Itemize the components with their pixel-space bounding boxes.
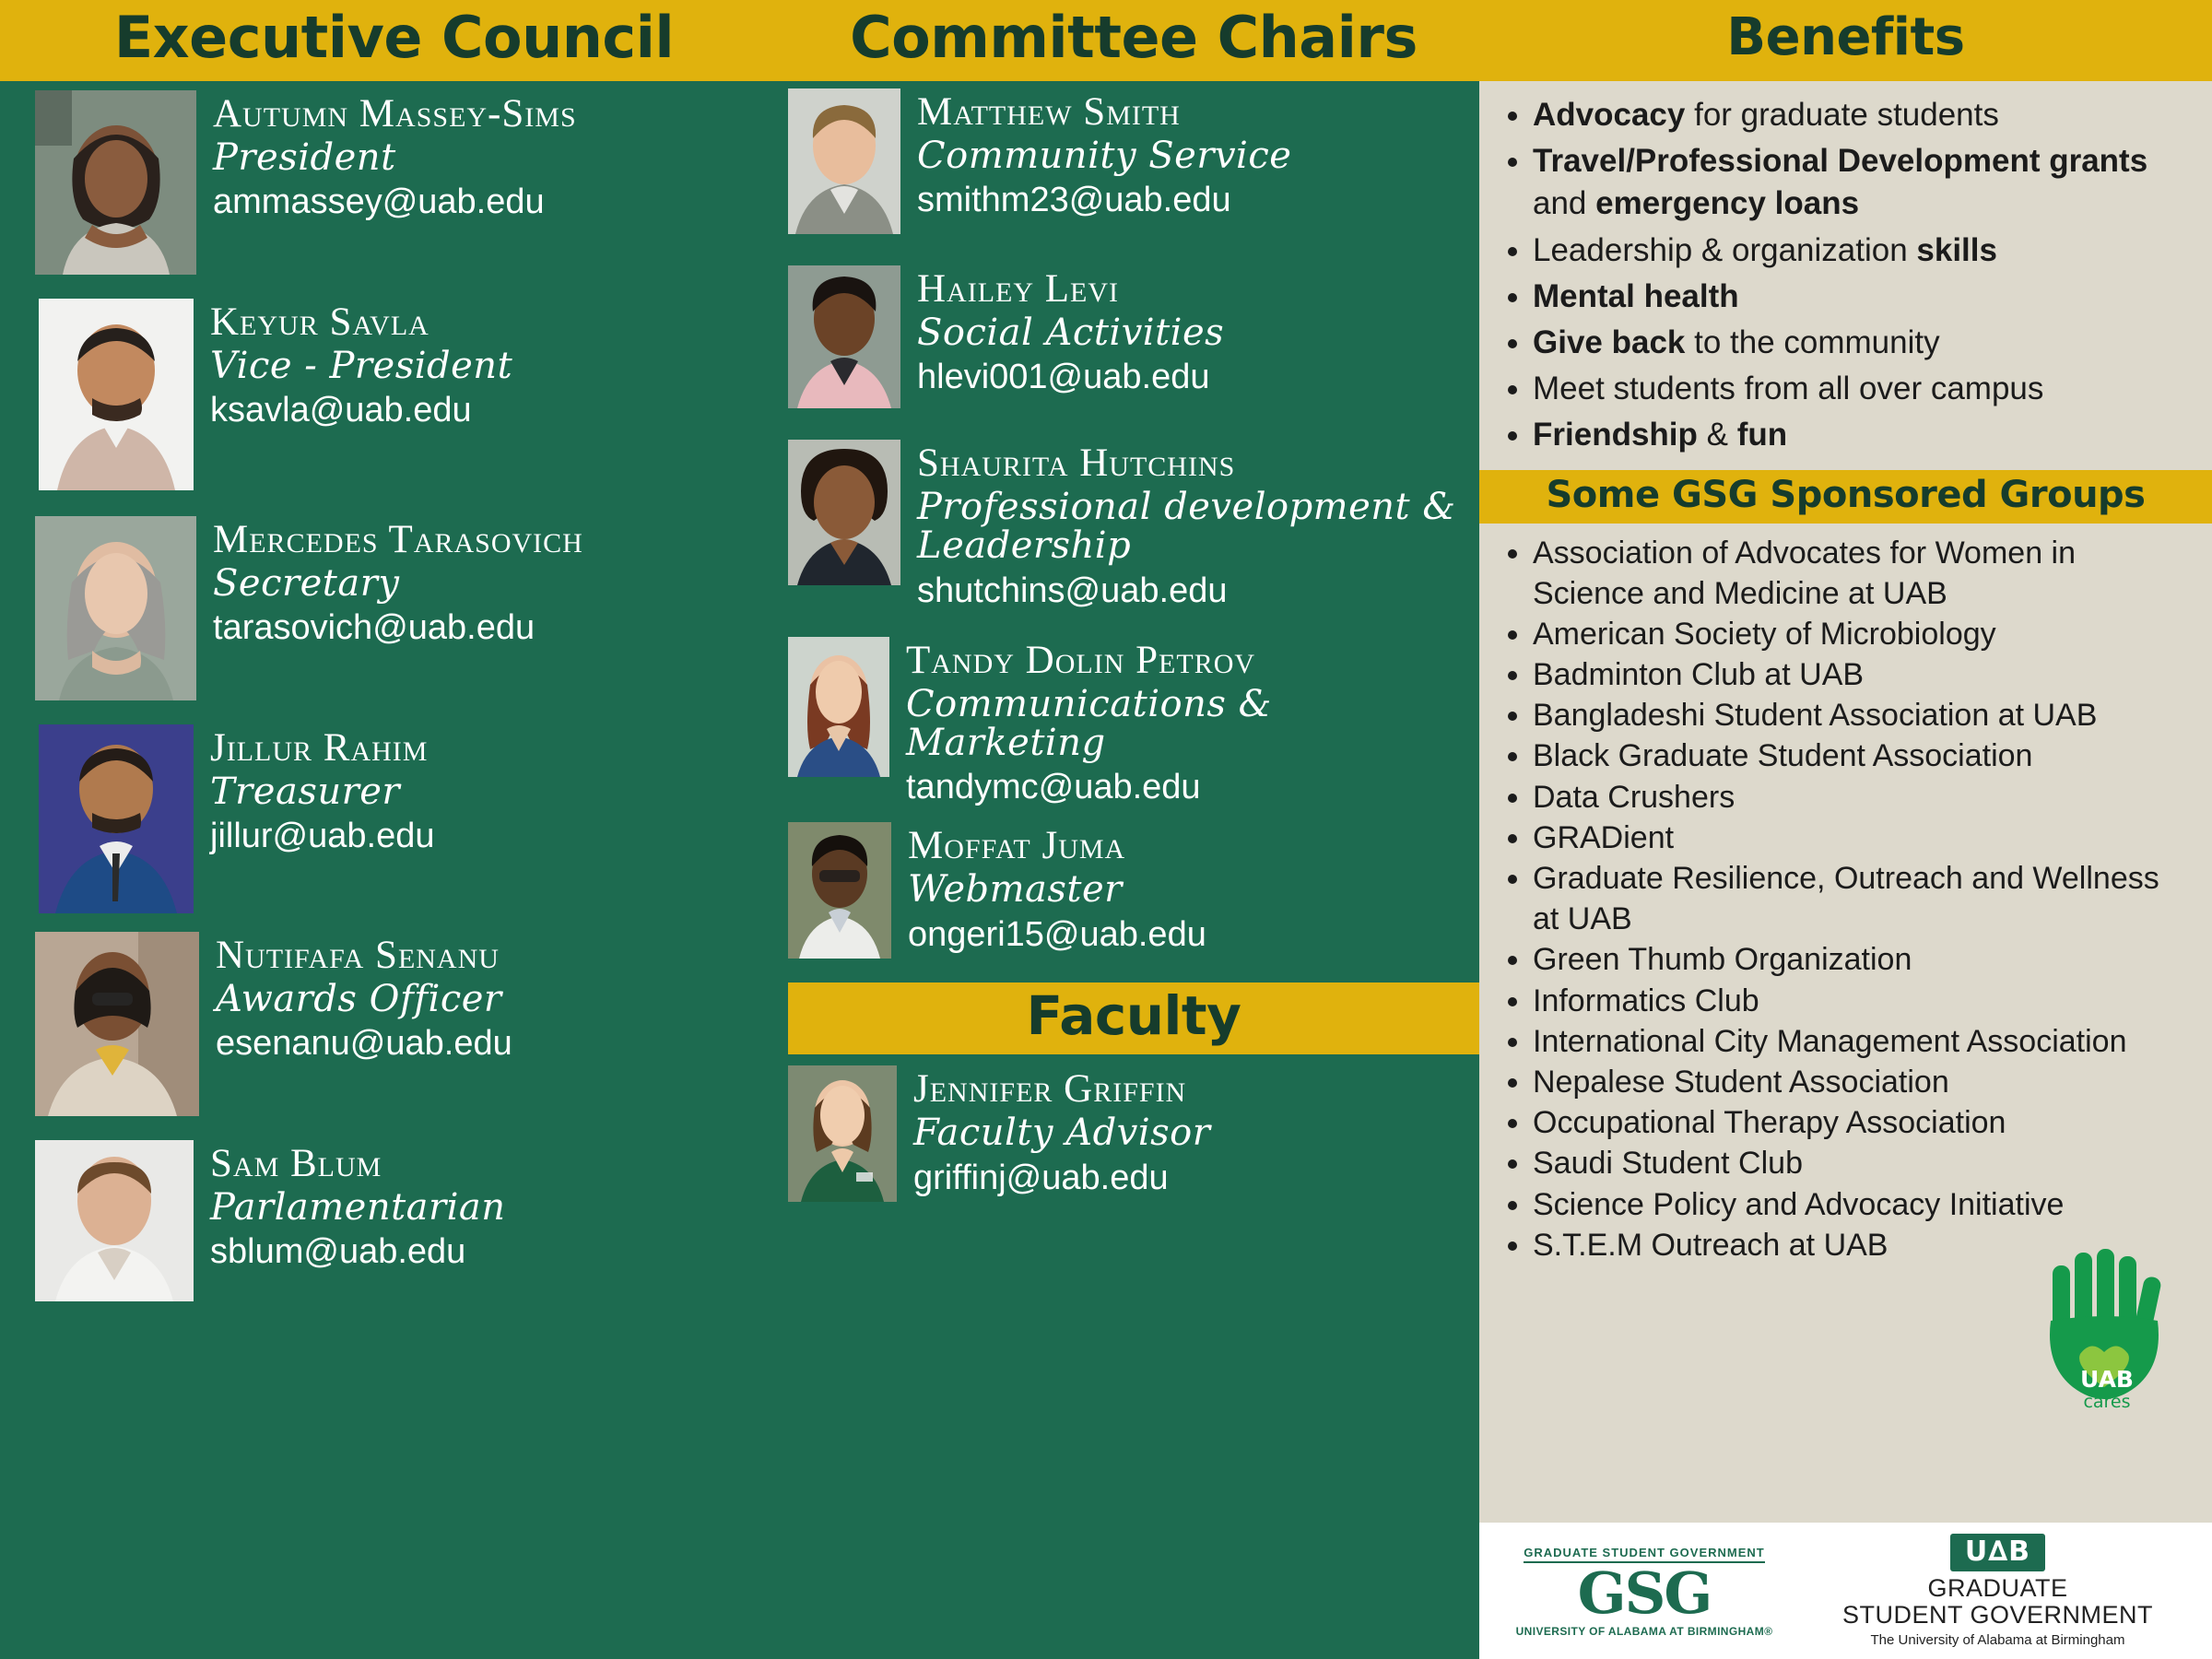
person-name: Jillur Rahim xyxy=(210,726,429,770)
list-item xyxy=(788,1065,1479,1202)
benefit-item: • Friendship & fun xyxy=(1533,414,2192,456)
person-email[interactable]: jillur@uab.edu xyxy=(210,817,435,856)
person-role: Awards Officer xyxy=(216,977,502,1020)
person-role: Community Service xyxy=(917,134,1292,177)
person-name: Nutifafa Senanu xyxy=(216,934,500,977)
sponsored-groups-header: Some GSG Sponsored Groups xyxy=(1479,470,2212,524)
person-role: Communications & Marketing xyxy=(906,682,1272,764)
person-name: Sam Blum xyxy=(210,1142,382,1185)
person-role: Social Activities xyxy=(917,311,1225,354)
avatar xyxy=(35,90,196,275)
group-item: • International City Management Association xyxy=(1533,1021,2192,1062)
avatar xyxy=(788,1065,897,1202)
group-item: • Badminton Club at UAB xyxy=(1533,654,2192,695)
list-item xyxy=(0,932,788,1116)
person-info xyxy=(900,265,1224,397)
list-item xyxy=(0,1140,788,1301)
executive-council-list xyxy=(0,90,788,1301)
person-info xyxy=(199,932,512,1064)
person-name: Tandy Dolin Petrov xyxy=(906,638,1256,682)
person-name: Jennifer Griffin xyxy=(913,1067,1187,1112)
person-email[interactable]: hlevi001@uab.edu xyxy=(917,358,1210,397)
footer-logos xyxy=(1479,1523,2212,1659)
avatar xyxy=(788,822,891,959)
person-name: Mercedes Tarasovich xyxy=(213,518,583,561)
group-item: • Saudi Student Club xyxy=(1533,1143,2192,1183)
benefit-item: • Leadership & organization skills xyxy=(1533,229,2192,272)
list-item xyxy=(788,265,1479,408)
person-role: Treasurer xyxy=(210,770,401,813)
svg-text:cares: cares xyxy=(2083,1392,2131,1412)
person-email[interactable]: shutchins@uab.edu xyxy=(917,571,1228,610)
person-name: Moffat Juma xyxy=(908,824,1126,868)
person-info xyxy=(194,299,512,430)
avatar xyxy=(788,265,900,408)
benefits-header: Benefits xyxy=(1479,0,2212,81)
group-item: • S.T.E.M Outreach at UAB xyxy=(1533,1225,2192,1265)
person-role: President xyxy=(213,135,396,179)
list-item xyxy=(788,822,1479,959)
gsg-logo-bottom-text: UNIVERSITY OF ALABAMA AT BIRMINGHAM® xyxy=(1515,1624,1773,1638)
person-role: Faculty Advisor xyxy=(913,1112,1211,1155)
person-info xyxy=(897,1065,1210,1197)
person-email[interactable]: ksavla@uab.edu xyxy=(210,391,472,430)
list-item xyxy=(788,440,1479,611)
person-email[interactable]: smithm23@uab.edu xyxy=(917,181,1231,220)
uab-logo-line1: GRADUATE STUDENT GOVERNMENT xyxy=(1841,1573,2154,1629)
benefits-list xyxy=(1479,81,2212,470)
person-name: Autumn Massey-Sims xyxy=(213,92,577,135)
avatar xyxy=(35,932,199,1116)
group-item: • Graduate Resilience, Outreach and Wellness at UAB xyxy=(1533,858,2192,939)
person-name: Keyur Savla xyxy=(210,300,429,344)
person-email[interactable]: ongeri15@uab.edu xyxy=(908,914,1206,954)
uab-logo-line2: The University of Alabama at Birmingham xyxy=(1870,1632,2125,1649)
person-info xyxy=(196,516,583,648)
person-email[interactable]: ammassey@uab.edu xyxy=(213,182,545,222)
committee-chairs-list xyxy=(788,88,1479,959)
list-item xyxy=(0,90,788,275)
group-item: • Nepalese Student Association xyxy=(1533,1062,2192,1102)
person-role: Parlamentarian xyxy=(210,1185,506,1229)
faculty-header: Faculty xyxy=(788,982,1479,1054)
group-item: • Bangladeshi Student Association at UAB xyxy=(1533,695,2192,735)
group-item: • Occupational Therapy Association xyxy=(1533,1102,2192,1143)
list-item xyxy=(788,637,1479,808)
list-item xyxy=(0,299,788,490)
person-info xyxy=(194,724,435,856)
person-info xyxy=(900,88,1291,220)
uab-logo xyxy=(1783,1534,2212,1648)
benefits-column xyxy=(1479,0,2212,1659)
gsg-logo-wordmark: GSG xyxy=(1577,1559,1712,1627)
executive-council-header: Executive Council xyxy=(0,0,788,81)
executive-council-column xyxy=(0,0,788,1659)
person-role: Webmaster xyxy=(908,868,1123,912)
gsg-logo-top-text: GRADUATE STUDENT GOVERNMENT xyxy=(1524,1546,1764,1563)
list-item xyxy=(788,88,1479,234)
committee-chairs-column xyxy=(788,0,1479,1659)
group-item: • Informatics Club xyxy=(1533,981,2192,1021)
person-email[interactable]: esenanu@uab.edu xyxy=(216,1024,512,1064)
group-item: • Association of Advocates for Women in Science and Medicine at UAB xyxy=(1533,533,2192,614)
uab-wordmark: U∆B xyxy=(1950,1534,2045,1571)
svg-text:UAB: UAB xyxy=(2080,1366,2134,1393)
benefit-item: • Travel/Professional Development grants and emergency loans xyxy=(1533,140,2192,225)
benefit-item: • Meet students from all over campus xyxy=(1533,368,2192,410)
avatar xyxy=(39,724,194,913)
committee-chairs-header: Committee Chairs xyxy=(788,0,1479,81)
avatar xyxy=(35,1140,194,1301)
person-name: Hailey Levi xyxy=(917,267,1120,311)
person-email[interactable]: tarasovich@uab.edu xyxy=(213,608,535,648)
uab-cares-logo xyxy=(2027,1249,2188,1419)
person-role: Professional development & Leadership xyxy=(917,485,1456,568)
person-role: Secretary xyxy=(213,561,400,605)
person-email[interactable]: sblum@uab.edu xyxy=(210,1232,466,1272)
benefit-item: • Mental health xyxy=(1533,276,2192,318)
person-info xyxy=(891,822,1206,954)
group-item: • Green Thumb Organization xyxy=(1533,939,2192,980)
group-item: • Black Graduate Student Association xyxy=(1533,735,2192,776)
group-item: • Data Crushers xyxy=(1533,777,2192,818)
person-info xyxy=(900,440,1479,611)
avatar xyxy=(39,299,194,490)
person-email[interactable]: tandymc@uab.edu xyxy=(906,768,1201,807)
avatar xyxy=(788,440,900,585)
avatar xyxy=(788,88,900,234)
person-role: Vice - President xyxy=(210,344,513,387)
avatar xyxy=(788,637,889,777)
avatar xyxy=(35,516,196,700)
group-item: • American Society of Microbiology xyxy=(1533,614,2192,654)
person-info xyxy=(196,90,577,222)
list-item xyxy=(0,516,788,700)
benefit-item: • Advocacy for graduate students xyxy=(1533,94,2192,136)
sponsored-groups-list xyxy=(1479,524,2212,1265)
list-item xyxy=(0,724,788,913)
person-info xyxy=(194,1140,506,1272)
person-email[interactable]: griffinj@uab.edu xyxy=(913,1158,1169,1197)
group-item: • Science Policy and Advocacy Initiative xyxy=(1533,1184,2192,1225)
benefit-item: • Give back to the community xyxy=(1533,322,2192,364)
faculty-list xyxy=(788,1065,1479,1202)
person-name: Matthew Smith xyxy=(917,90,1181,134)
gsg-logo xyxy=(1479,1545,1783,1638)
group-item: • GRADient xyxy=(1533,818,2192,858)
person-name: Shaurita Hutchins xyxy=(917,441,1236,485)
person-info xyxy=(889,637,1479,808)
